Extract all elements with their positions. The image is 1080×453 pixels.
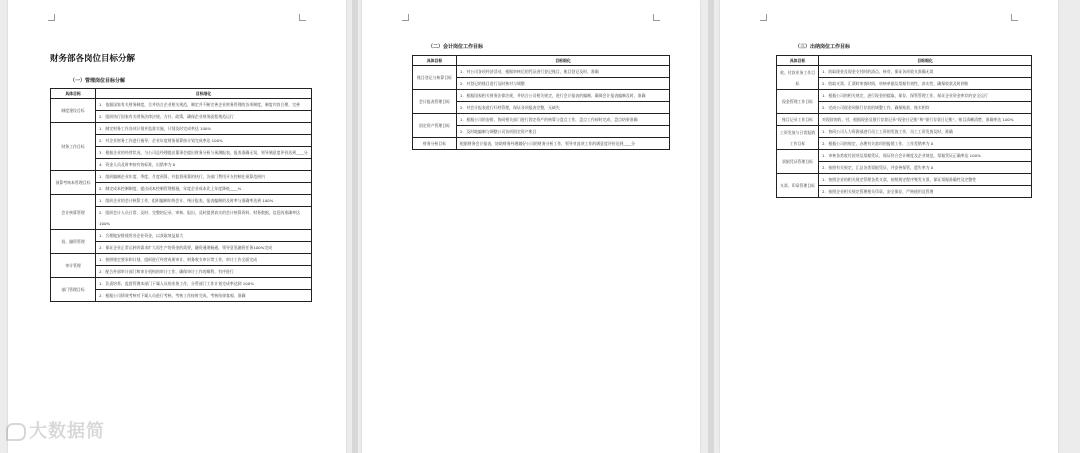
target-detail: 1．组织编制企业年度、季度、月度预算，并监督预算的执行，各部门费用开支控制在预算范围内: [96, 171, 312, 183]
target-category: 账目登记与核算目标: [413, 66, 457, 90]
target-detail: 2．对企业财务工作进行指导，企业年度财务预算按计划完成率达 100%: [96, 135, 312, 147]
target-category: 工资发放与日常报销工作目标: [777, 126, 819, 150]
table-row: [413, 138, 670, 150]
targets-table: [776, 55, 1032, 198]
table-row: [777, 114, 1032, 126]
target-category: 投、融资管理: [51, 230, 96, 254]
target-detail: 根据财务会计报表，协助财务经理做好公司的财务分析工作，领导对此项工作的满意度评价达到____分: [457, 138, 670, 150]
target-category: 预算考核本管理目标: [51, 171, 96, 195]
table-row: [777, 90, 1032, 102]
target-detail: 2．配合外部审计部门和审计机构的审计工作，确保审计工作的顺利、有序进行: [96, 266, 312, 278]
table-row: [777, 66, 1032, 78]
target-detail: 对现款的收、付，根据现金及银行存款记录“现金日记账”和“银行存款日记账”，账目清晰清楚，准确率达 100%: [819, 114, 1032, 126]
table-row: [51, 278, 312, 290]
target-detail: 2．根据公司绩效考核对下属人员进行考核，考核工作按时完成，考核结果客观、准确: [96, 290, 312, 302]
target-detail: 1．按照企业的相关规定管理各类支票，按照规定程序签发支票，保证票据准确性及完整性: [819, 174, 1032, 186]
table-row: [777, 174, 1032, 186]
target-detail: 1．收取现金及现金支付时的清点、核对，保证各项收支准确无误: [819, 66, 1032, 78]
target-detail: 1．制定财务工作各项计划并监督实施，计划及时完成率达 100%: [96, 123, 312, 135]
margin-marker: [1011, 14, 1018, 21]
margin-marker: [299, 14, 306, 21]
table-row: [51, 254, 312, 266]
table-row: [777, 150, 1032, 162]
target-detail: 2．收取支票、汇票时审查时间，审核单据及票据有效性、真实性，确保收款及时到账: [819, 78, 1032, 90]
table-row: [51, 171, 312, 183]
section-title: （二）会计岗位工作目标: [428, 44, 484, 50]
target-detail: 2．按照企业相关规定管理相关印章，安全保存，严格使用及管理: [819, 186, 1032, 198]
section-title: （一）管理岗位目标分解: [70, 78, 126, 84]
table-row: [51, 195, 312, 207]
target-detail: 2．按照有关规定，汇总各类票据凭证，并安善保管，遗失率为 0: [819, 162, 1032, 174]
target-detail: 1．审核各类收付款项及票据凭证，保证符合会计制度及企业规范，票据凭证正确率达 100%: [819, 150, 1032, 162]
target-detail: 2．保证企业正常运转的需求扩大再生产的资金的需要，融资通道畅通，领导意见融资任务100%完成: [96, 242, 312, 254]
table-row: [777, 126, 1032, 138]
target-detail: 2．制定成本控制制度，提出成本控制管理措施，年度企业成本比上年度降低____%: [96, 183, 312, 195]
column-header: 目标细化: [457, 56, 670, 66]
target-detail: 2．根据公司的规定，办理有关款项的报销工作，工作差错率为 0: [819, 138, 1032, 150]
table-row: [51, 230, 312, 242]
target-detail: 2．对登记的账目进行及时核对与调整: [457, 78, 670, 90]
target-detail: 1．按照规定要求和计划，组织进行经营成果审计、财务收支审计等工作，审计工作全面完成: [96, 254, 312, 266]
margin-marker: [48, 14, 55, 21]
column-header: 具体目标: [777, 56, 819, 66]
target-category: 制度建设目标: [51, 99, 96, 123]
watermark: [6, 417, 105, 443]
column-header: 目标细化: [819, 56, 1032, 66]
targets-table: [412, 55, 670, 150]
section-title: （三）出纳岗位工作目标: [795, 44, 851, 50]
document-title: 财务部各岗位目标分解: [50, 54, 136, 64]
table-row: [413, 114, 670, 126]
target-detail: 1．对公司各项经济活动，根据审核后的凭证进行登记账目，账目登记及时、准确: [457, 66, 670, 78]
target-detail: 2．完成公司现金同银行存款的调整工作，确保账款、账实相符: [819, 102, 1032, 114]
target-detail: 1．负责培养、监督管理本部门下属人员的业务工作，分管部门工作计划完成率达到 100%: [96, 278, 312, 290]
table-row: [413, 66, 670, 78]
target-detail: 1．依据国家有关财务制度，合并结合企业相关规范，制定并不断完善企业财务管理的各项制度，制度内容合理、完善: [96, 99, 312, 111]
margin-marker: [760, 14, 767, 21]
column-header: 具体目标: [51, 89, 96, 99]
target-category: 票据凭证管理目标: [777, 150, 819, 174]
target-category: 会计报表管理目标: [413, 90, 457, 114]
target-detail: 1．根据国家相关财务法律法规，并结合公司相关规定，进行会计报表的编制，确保会计报表编制及时、准确: [457, 90, 670, 102]
target-detail: 1．合理地安排使用各企业资金，以获取效益最大: [96, 230, 312, 242]
target-detail: 2．对会计报表进行归档管理，保证各项报表完整，无缺失: [457, 102, 670, 114]
table-row: [51, 123, 312, 135]
document-page-3: [720, 0, 1058, 453]
watermark-text: 大数据简: [29, 421, 105, 442]
target-detail: 3．根据企业的经营状况，与公司总经理提出董事会提出财务分析与预测报表，报表准确无误，领导满意度评价达到____分: [96, 147, 312, 159]
target-category: 账目记录工作目标: [777, 114, 819, 126]
target-category: 会计核算管理: [51, 195, 96, 230]
watermark-logo-icon: [6, 423, 26, 441]
targets-table: [50, 88, 312, 302]
table-row: [51, 99, 312, 111]
target-detail: 1．根据公司的相关规定，进行现金的提取、保存，保管管理工作，保证企业资金库存的安全运行: [819, 90, 1032, 102]
target-category: 现金管理工作目标: [777, 90, 819, 114]
target-detail: 4．资金人员及时率按有效标准，出错率为 0: [96, 159, 312, 171]
document-page-1: [8, 0, 346, 453]
target-detail: 2．及时地编制与调整公司各项固定资产账目: [457, 126, 670, 138]
document-page-2: [362, 0, 700, 453]
target-category: 收、付款业务工作目标: [777, 66, 819, 90]
target-category: 部门管理目标: [51, 278, 96, 302]
target-category: 财务工作目标: [51, 123, 96, 171]
margin-marker: [402, 14, 409, 21]
target-detail: 1．根据公司的安排，协同相关部门进行固定资产的核算与盘点工作，盘点工作按时完成，盘点结果准确: [457, 114, 670, 126]
target-category: 审计管理: [51, 254, 96, 278]
table-row: [413, 90, 670, 102]
target-detail: 1．协同公司人力资源部进行员工工资的发放工作，员工工资发放及时、准确: [819, 126, 1032, 138]
page-gap: [708, 0, 714, 453]
target-category: 固定资产管理目标: [413, 114, 457, 138]
target-category: 支票、印章管理目标: [777, 174, 819, 198]
column-header: 目标细化: [96, 89, 312, 99]
column-header: 具体目标: [413, 56, 457, 66]
target-detail: 2．组织会计人员日常、及时、完整的记录、审核、报出，及时提供真实的会计核算资料、财务数据，信息的准确率达 100%: [96, 207, 312, 230]
page-gap: [352, 0, 358, 453]
target-category: 财务分析目标: [413, 138, 457, 150]
target-detail: 1．组织企业的会计核算工作，组织编制年终会计、统计报表，报表编制的及时率与准确率达到 100%: [96, 195, 312, 207]
margin-marker: [653, 14, 660, 21]
target-detail: 2．组织执行国家有关财务法律法规，方针、政策，确保企业财务流程规范运行: [96, 111, 312, 123]
